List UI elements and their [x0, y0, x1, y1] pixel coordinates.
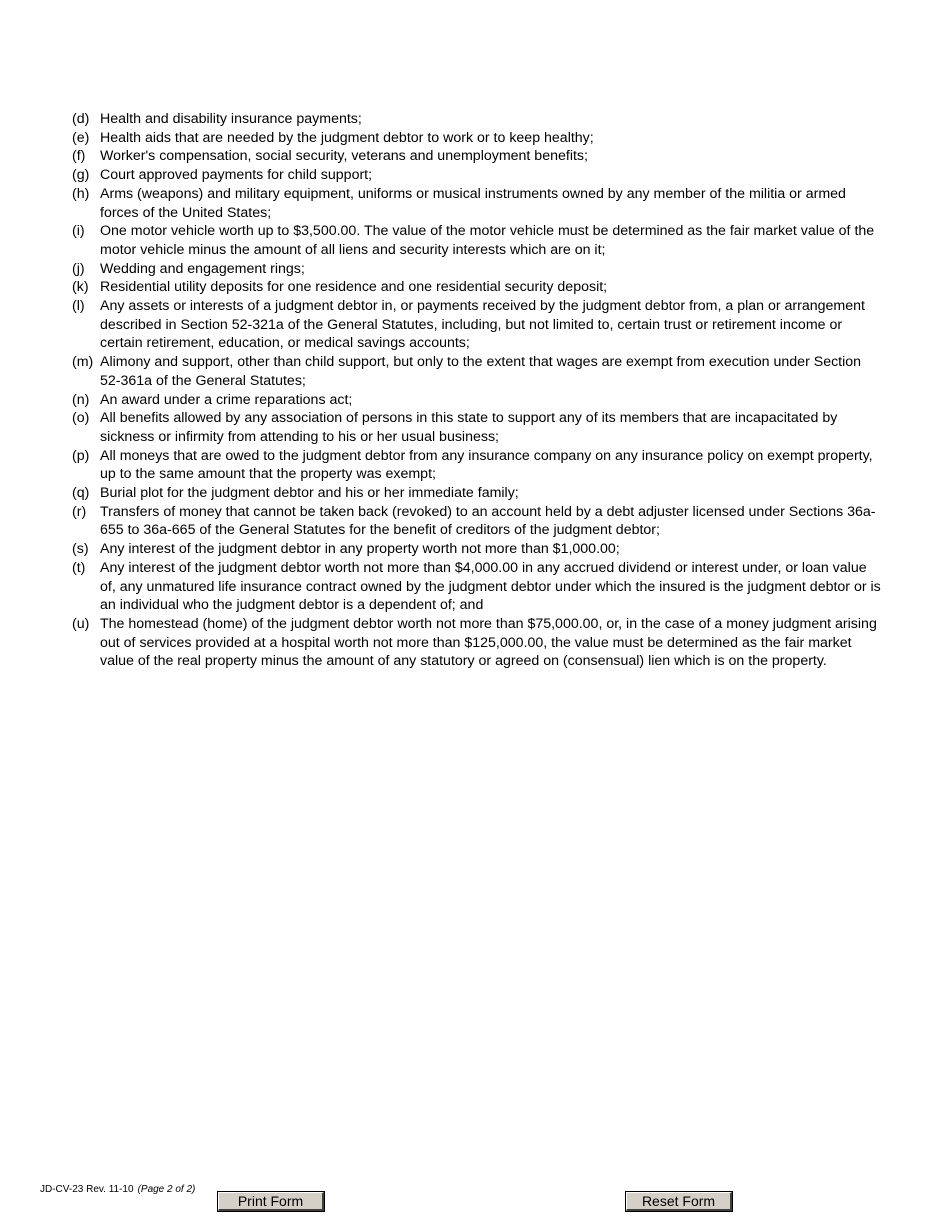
item-text: The homestead (home) of the judgment debtor worth not more than $75,000.00, or, in the case of a money judgment arising out of services provided at a hospital worth not more than $125,000.00, the value must be determined as the fair market value of the real property minus the amount of any statutory or agreed on (consensual) lien which is on the property.	[100, 615, 877, 670]
exemption-item-q	[72, 484, 884, 503]
exemption-item-d	[72, 110, 884, 129]
item-letter: (l)	[72, 298, 85, 315]
exemption-list	[72, 110, 884, 671]
exemption-item-p	[72, 447, 884, 484]
item-letter: (j)	[72, 260, 85, 277]
exemption-item-n	[72, 391, 884, 410]
exemption-item-i	[72, 222, 884, 259]
item-text: All benefits allowed by any association of persons in this state to support any of its members that are incapacitated by sickness or infirmity from attending to his or her usual business;	[100, 410, 838, 445]
item-letter: (n)	[72, 391, 90, 408]
item-letter: (p)	[72, 447, 90, 464]
item-text: One motor vehicle worth up to $3,500.00. The value of the motor vehicle must be determined as the fair market value of the motor vehicle minus the amount of all liens and security interests which are on it;	[100, 223, 875, 258]
exemption-item-r	[72, 503, 884, 540]
item-text: Burial plot for the judgment debtor and his or her immediate family;	[100, 485, 519, 502]
item-letter: (h)	[72, 185, 90, 202]
item-text: Wedding and engagement rings;	[100, 260, 305, 277]
item-letter: (t)	[72, 559, 86, 576]
item-letter: (k)	[72, 279, 89, 296]
exemption-item-l	[72, 297, 884, 353]
item-text: Any interest of the judgment debtor worth not more than $4,000.00 in any accrued dividend or interest under, or loan value of, any unmatured life insurance contract owned by the judgment debtor under which the insured is the judgment debtor or is an individual who the judgment debtor is a dependent of; and	[100, 559, 881, 614]
item-text: Arms (weapons) and military equipment, uniforms or musical instruments owned by any member of the militia or armed forces of the United States;	[100, 185, 846, 221]
item-letter: (o)	[72, 410, 90, 427]
item-letter: (u)	[72, 615, 90, 632]
exemption-item-s	[72, 540, 884, 559]
item-text: Court approved payments for child support;	[100, 167, 373, 184]
item-text: Any assets or interests of a judgment debtor in, or payments received by the judgment debtor from, a plan or arrangement described in Section 52-321a of the General Statutes, including, but not limited to, certain trust or retirement income or certain retirement, education, or medical savings accounts;	[100, 298, 865, 352]
reset-form-button[interactable]: Reset Form	[626, 1192, 732, 1211]
exemption-item-m	[72, 353, 884, 390]
exemption-item-t	[72, 559, 884, 615]
item-text: Health aids that are needed by the judgment debtor to work or to keep healthy;	[100, 129, 594, 146]
item-letter: (d)	[72, 111, 90, 127]
exemption-item-h	[72, 185, 884, 222]
item-text: Health and disability insurance payments;	[100, 111, 362, 127]
page-number-note: (Page 2 of 2)	[137, 1184, 196, 1195]
item-text: Worker's compensation, social security, veterans and unemployment benefits;	[100, 148, 588, 165]
item-text: An award under a crime reparations act;	[100, 391, 353, 408]
item-text: Alimony and support, other than child support, but only to the extent that wages are exempt from execution under Section 52-361a of the General Statutes;	[100, 354, 862, 389]
item-letter: (q)	[72, 485, 90, 502]
exemption-item-f	[72, 147, 884, 166]
exemption-item-g	[72, 166, 884, 185]
item-text: Residential utility deposits for one residence and one residential security deposit;	[100, 279, 608, 296]
item-text: Any interest of the judgment debtor in any property worth not more than $1,000.00;	[100, 541, 620, 558]
item-text: Transfers of money that cannot be taken back (revoked) to an account held by a debt adjuster licensed under Sections 36a-655 to 36a-665 of the General Statutes for the benefit of creditors of the judgment debtor;	[100, 503, 876, 539]
print-form-button[interactable]: Print Form	[218, 1192, 324, 1211]
form-footer	[40, 1184, 195, 1196]
exemption-item-u	[72, 615, 884, 671]
item-letter: (m)	[72, 354, 94, 371]
item-letter: (i)	[72, 223, 85, 240]
item-letter: (e)	[72, 129, 90, 146]
exemption-item-e	[72, 129, 884, 148]
exemption-item-o	[72, 409, 884, 446]
item-letter: (s)	[72, 541, 89, 558]
exemption-item-j	[72, 260, 884, 279]
form-id: JD-CV-23 Rev. 11-10	[40, 1184, 134, 1195]
item-letter: (g)	[72, 167, 90, 184]
item-text: All moneys that are owed to the judgment debtor from any insurance company on any insurance policy on exempt property, up to the same amount that the property was exempt;	[100, 447, 873, 483]
item-letter: (f)	[72, 148, 86, 165]
item-letter: (r)	[72, 503, 87, 520]
exemption-item-k	[72, 278, 884, 297]
